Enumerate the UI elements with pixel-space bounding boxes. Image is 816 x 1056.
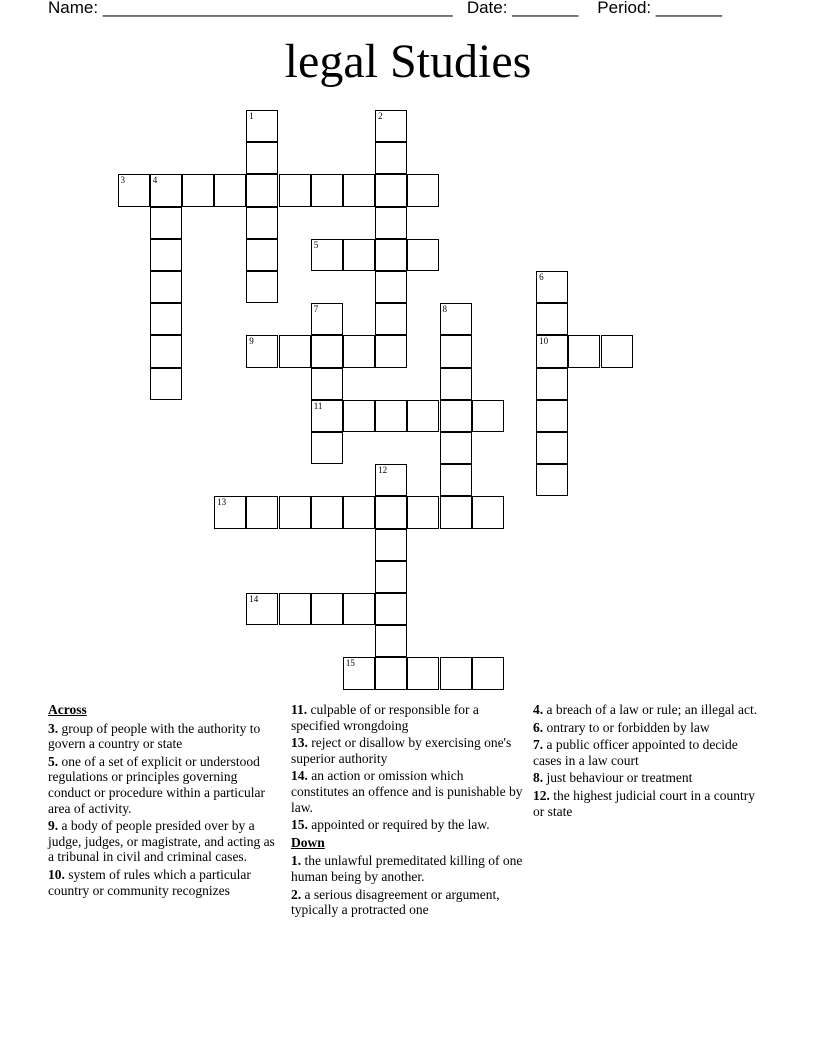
- grid-cell[interactable]: [279, 593, 311, 625]
- grid-cell[interactable]: [375, 657, 407, 689]
- grid-cell[interactable]: [440, 335, 472, 367]
- grid-cell[interactable]: [536, 271, 568, 303]
- grid-cell[interactable]: [375, 110, 407, 142]
- clue-text: reject or disallow by exercising one's superior authority: [291, 735, 512, 766]
- clue-text: the unlawful premeditated killing of one human being by another.: [291, 853, 523, 884]
- grid-cell[interactable]: [375, 464, 407, 496]
- period-blank[interactable]: _______: [655, 0, 723, 17]
- clue-text: a breach of a law or rule; an illegal act.: [546, 702, 758, 717]
- grid-cell[interactable]: [375, 625, 407, 657]
- grid-cell[interactable]: [311, 368, 343, 400]
- grid-cell[interactable]: [343, 239, 375, 271]
- clue-item: [48, 818, 280, 865]
- clue-item: [291, 887, 523, 918]
- page-title: legal Studies: [284, 35, 532, 88]
- cell-number: 4: [152, 175, 158, 186]
- clue-number: 10.: [48, 866, 65, 882]
- clue-number: 14.: [291, 768, 308, 784]
- clue-text: just behaviour or treatment: [546, 770, 693, 786]
- clue-number: 1.: [291, 853, 302, 869]
- grid-cell[interactable]: [214, 496, 246, 528]
- name-blank[interactable]: _____________________________________: [102, 0, 453, 17]
- grid-cell[interactable]: [118, 174, 150, 206]
- grid-cell[interactable]: [536, 368, 568, 400]
- clues-column-1: [48, 702, 280, 900]
- clue-number: 13.: [291, 735, 308, 751]
- grid-cell[interactable]: [311, 239, 343, 271]
- grid-cell[interactable]: [536, 400, 568, 432]
- clue-item: [291, 817, 523, 833]
- grid-cell[interactable]: [375, 496, 407, 528]
- grid-cell[interactable]: [375, 400, 407, 432]
- grid-cell[interactable]: [601, 335, 633, 367]
- grid-cell[interactable]: [375, 207, 407, 239]
- grid-cell[interactable]: [536, 335, 568, 367]
- date-label: Date:: [466, 0, 508, 17]
- clue-item: [48, 754, 280, 816]
- clue-text: an action or omission which constitutes an offence and is punishable by law.: [291, 768, 523, 815]
- grid-cell[interactable]: [246, 207, 278, 239]
- grid-cell[interactable]: [246, 239, 278, 271]
- clue-text: a body of people presided over by a judge, judges, or magistrate, and acting as a tribunal in civil and criminal cases.: [48, 818, 275, 865]
- grid-cell[interactable]: [182, 174, 214, 206]
- grid-cell[interactable]: [343, 335, 375, 367]
- grid-cell[interactable]: [440, 464, 472, 496]
- grid-cell[interactable]: [311, 432, 343, 464]
- grid-cell[interactable]: [375, 561, 407, 593]
- cell-number: 3: [120, 175, 125, 186]
- clue-item: [533, 788, 765, 819]
- grid-cell[interactable]: [375, 174, 407, 206]
- grid-cell[interactable]: [246, 335, 278, 367]
- grid-cell[interactable]: [375, 303, 407, 335]
- clue-item: [533, 770, 765, 786]
- grid-cell[interactable]: [311, 174, 343, 206]
- cell-number: 7: [313, 304, 319, 315]
- grid-cell[interactable]: [472, 657, 504, 689]
- grid-cell[interactable]: [536, 464, 568, 496]
- clue-text: culpable of or responsible for a specified wrongdoing: [291, 702, 479, 733]
- cell-number: 11: [313, 400, 323, 411]
- grid-cell[interactable]: [440, 368, 472, 400]
- clues-column-2: [291, 702, 523, 920]
- clue-number: 12.: [533, 787, 550, 803]
- grid-cell[interactable]: [440, 432, 472, 464]
- clue-text: group of people with the authority to govern a country or state: [48, 720, 261, 752]
- clue-text: ontrary to or forbidden by law: [546, 719, 710, 735]
- grid-cell[interactable]: [150, 368, 182, 400]
- cell-number: 14: [249, 594, 259, 604]
- grid-cell[interactable]: [279, 174, 311, 206]
- cell-number: 5: [313, 239, 319, 250]
- grid-cell[interactable]: [279, 496, 311, 528]
- clue-number: 5.: [48, 753, 59, 769]
- grid-cell[interactable]: [440, 400, 472, 432]
- grid-cell[interactable]: [407, 239, 439, 271]
- cell-number: 1: [249, 111, 254, 121]
- grid-cell[interactable]: [440, 496, 472, 528]
- cell-number: 10: [539, 336, 549, 347]
- clue-item: [291, 735, 523, 766]
- grid-cell[interactable]: [246, 142, 278, 174]
- cell-number: 2: [378, 111, 383, 121]
- grid-cell[interactable]: [375, 593, 407, 625]
- clue-item: [533, 720, 765, 736]
- grid-cell[interactable]: [536, 432, 568, 464]
- clue-item: [533, 702, 765, 718]
- grid-cell[interactable]: [279, 335, 311, 367]
- grid-cell[interactable]: [440, 657, 472, 689]
- grid-cell[interactable]: [472, 496, 504, 528]
- grid-cell[interactable]: [568, 335, 600, 367]
- grid-cell[interactable]: [311, 593, 343, 625]
- grid-cell[interactable]: [375, 239, 407, 271]
- grid-cell[interactable]: [407, 400, 439, 432]
- cell-number: 9: [249, 336, 254, 347]
- clue-item: [291, 768, 523, 815]
- grid-cell[interactable]: [375, 529, 407, 561]
- clue-number: 11.: [291, 702, 308, 717]
- clue-number: 9.: [48, 818, 59, 834]
- grid-cell[interactable]: [472, 400, 504, 432]
- grid-cell[interactable]: [407, 174, 439, 206]
- grid-cell[interactable]: [150, 207, 182, 239]
- cell-number: 15: [345, 658, 355, 669]
- across-heading: Across: [48, 702, 87, 717]
- clue-item: [48, 721, 280, 752]
- cell-number: 8: [442, 304, 447, 315]
- grid-cell[interactable]: [343, 174, 375, 206]
- clue-text: a public officer appointed to decide cases in a law court: [533, 737, 738, 768]
- clue-number: 7.: [533, 737, 544, 753]
- clue-text: system of rules which a particular country or community recognizes: [48, 866, 251, 898]
- clue-text: appointed or required by the law.: [311, 817, 490, 833]
- cell-number: 6: [539, 272, 544, 282]
- grid-cell[interactable]: [150, 303, 182, 335]
- grid-cell[interactable]: [343, 400, 375, 432]
- cell-number: 12: [378, 465, 388, 476]
- grid-cell[interactable]: [246, 174, 278, 206]
- grid-cell[interactable]: [246, 593, 278, 625]
- grid-cell[interactable]: [407, 496, 439, 528]
- grid-cell[interactable]: [375, 142, 407, 174]
- grid-cell[interactable]: [407, 657, 439, 689]
- cell-number: 13: [217, 497, 227, 508]
- clue-item: [291, 702, 523, 733]
- grid-cell[interactable]: [375, 335, 407, 367]
- grid-cell[interactable]: [150, 239, 182, 271]
- clues-column-3: [533, 702, 765, 821]
- grid-cell[interactable]: [311, 496, 343, 528]
- clue-number: 6.: [533, 719, 544, 735]
- clue-number: 8.: [533, 770, 544, 786]
- grid-cell[interactable]: [311, 303, 343, 335]
- grid-cell[interactable]: [343, 593, 375, 625]
- grid-cell[interactable]: [375, 271, 407, 303]
- grid-cell[interactable]: [214, 174, 246, 206]
- grid-cell[interactable]: [246, 110, 278, 142]
- clue-text: the highest judicial court in a country or state: [533, 787, 755, 819]
- clue-number: 2.: [291, 886, 302, 902]
- grid-cell[interactable]: [536, 303, 568, 335]
- clue-text: one of a set of explicit or understood regulations or principles governing conduct or procedure within a particular area of activity.: [48, 753, 266, 816]
- grid-cell[interactable]: [150, 335, 182, 367]
- clue-item: [291, 853, 523, 884]
- grid-cell[interactable]: [246, 271, 278, 303]
- clue-number: 4.: [533, 702, 544, 717]
- grid-cell[interactable]: [246, 496, 278, 528]
- grid-cell[interactable]: [311, 335, 343, 367]
- name-label: Name:: [48, 0, 99, 17]
- clue-item: [48, 867, 280, 898]
- grid-cell[interactable]: [440, 303, 472, 335]
- clue-text: a serious disagreement or argument, typically a protracted one: [291, 886, 500, 918]
- clue-item: [533, 737, 765, 768]
- period-label: Period:: [597, 0, 652, 17]
- grid-cell[interactable]: [343, 657, 375, 689]
- clue-number: 3.: [48, 720, 59, 736]
- grid-cell[interactable]: [311, 400, 343, 432]
- grid-cell[interactable]: [150, 174, 182, 206]
- grid-cell[interactable]: [343, 496, 375, 528]
- clue-number: 15.: [291, 817, 308, 833]
- down-heading: Down: [291, 834, 325, 850]
- date-blank[interactable]: _______: [512, 0, 579, 17]
- grid-cell[interactable]: [150, 271, 182, 303]
